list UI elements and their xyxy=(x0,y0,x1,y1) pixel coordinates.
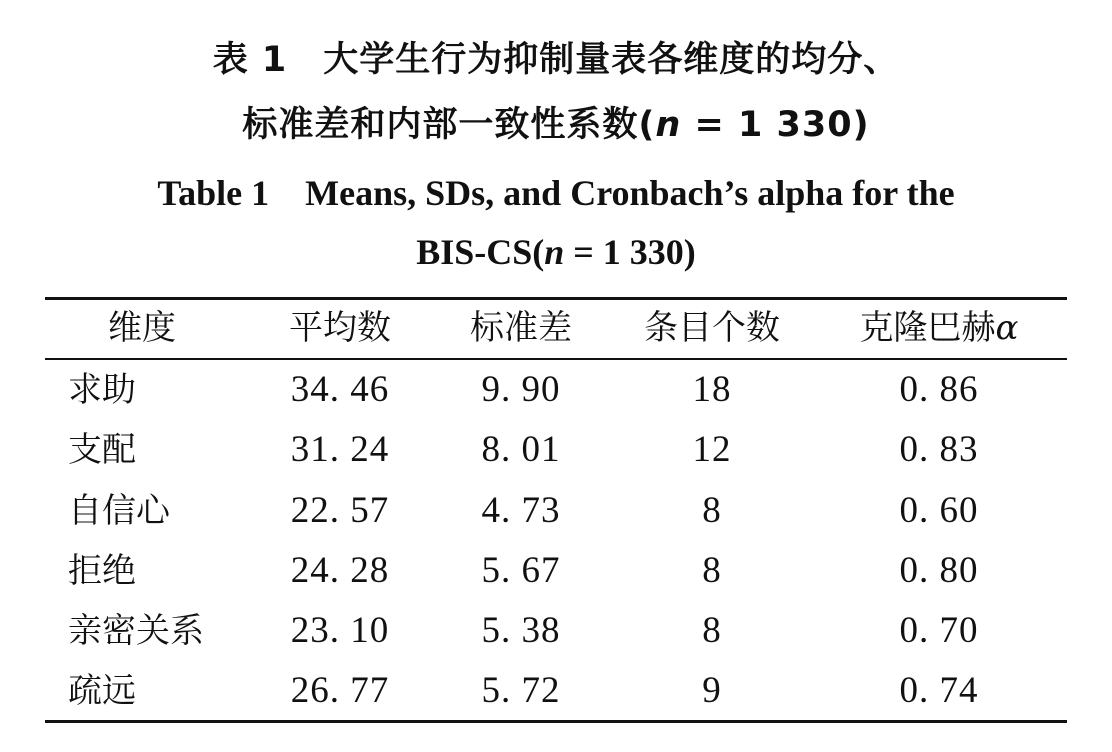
header-sd: 标准差 xyxy=(470,308,572,348)
row-items: 8 xyxy=(702,550,722,591)
caption-cn-n-variable: n xyxy=(655,105,682,145)
row-dimension: 亲密关系 xyxy=(68,611,204,651)
row-sd: 4. 73 xyxy=(481,490,561,531)
row-alpha: 0. 86 xyxy=(899,369,979,410)
row-dimension: 求助 xyxy=(68,370,136,410)
row-mean: 23. 10 xyxy=(290,610,390,651)
row-dimension: 拒绝 xyxy=(68,551,136,591)
row-sd: 5. 72 xyxy=(481,670,561,711)
caption-en-line-1 xyxy=(0,165,1112,216)
row-mean: 24. 28 xyxy=(290,550,390,591)
row-items: 9 xyxy=(702,670,722,711)
header-alpha-symbol: α xyxy=(995,308,1019,348)
row-items: 8 xyxy=(702,490,722,531)
header-dimension: 维度 xyxy=(108,308,176,348)
row-mean: 22. 57 xyxy=(290,490,390,531)
caption-en-text-2: BIS-CS( xyxy=(416,232,545,272)
caption-en-n-variable: n xyxy=(544,232,565,272)
row-alpha: 0. 70 xyxy=(899,610,979,651)
caption-cn-n-value: = 1 330) xyxy=(681,105,870,145)
header-item-count: 条目个数 xyxy=(644,308,780,348)
caption-en-text-1: Table 1 Means, SDs, and Cronbach’s alpha for the xyxy=(157,173,955,213)
caption-en-line-2 xyxy=(0,231,1112,273)
row-dimension: 支配 xyxy=(68,430,136,470)
header-mean: 平均数 xyxy=(289,308,391,348)
row-items: 8 xyxy=(702,610,722,651)
row-sd: 5. 38 xyxy=(481,610,561,651)
table-bottom-rule xyxy=(45,720,1067,723)
row-dimension: 疏远 xyxy=(68,671,136,711)
table-top-rule xyxy=(45,297,1067,300)
table-header-rule xyxy=(45,358,1067,360)
row-mean: 26. 77 xyxy=(290,670,390,711)
row-sd: 8. 01 xyxy=(481,429,561,470)
row-dimension: 自信心 xyxy=(68,491,170,531)
row-items: 12 xyxy=(692,429,732,470)
caption-cn-text-1: 表 1 大学生行为抑制量表各维度的均分、 xyxy=(212,40,900,80)
caption-cn-line-1 xyxy=(0,32,1112,82)
row-mean: 34. 46 xyxy=(290,369,390,410)
caption-en-n-value: = 1 330) xyxy=(564,232,696,272)
row-items: 18 xyxy=(692,369,732,410)
row-sd: 5. 67 xyxy=(481,550,561,591)
row-alpha: 0. 60 xyxy=(899,490,979,531)
caption-cn-text-2: 标准差和内部一致性系数( xyxy=(242,105,656,145)
row-sd: 9. 90 xyxy=(481,369,561,410)
header-cronbach-label: 克隆巴赫 xyxy=(859,308,996,348)
caption-cn-line-2 xyxy=(0,97,1112,147)
row-alpha: 0. 83 xyxy=(899,429,979,470)
row-alpha: 0. 74 xyxy=(899,670,979,711)
row-alpha: 0. 80 xyxy=(899,550,979,591)
header-cronbach-alpha xyxy=(860,308,1019,348)
row-mean: 31. 24 xyxy=(290,429,390,470)
